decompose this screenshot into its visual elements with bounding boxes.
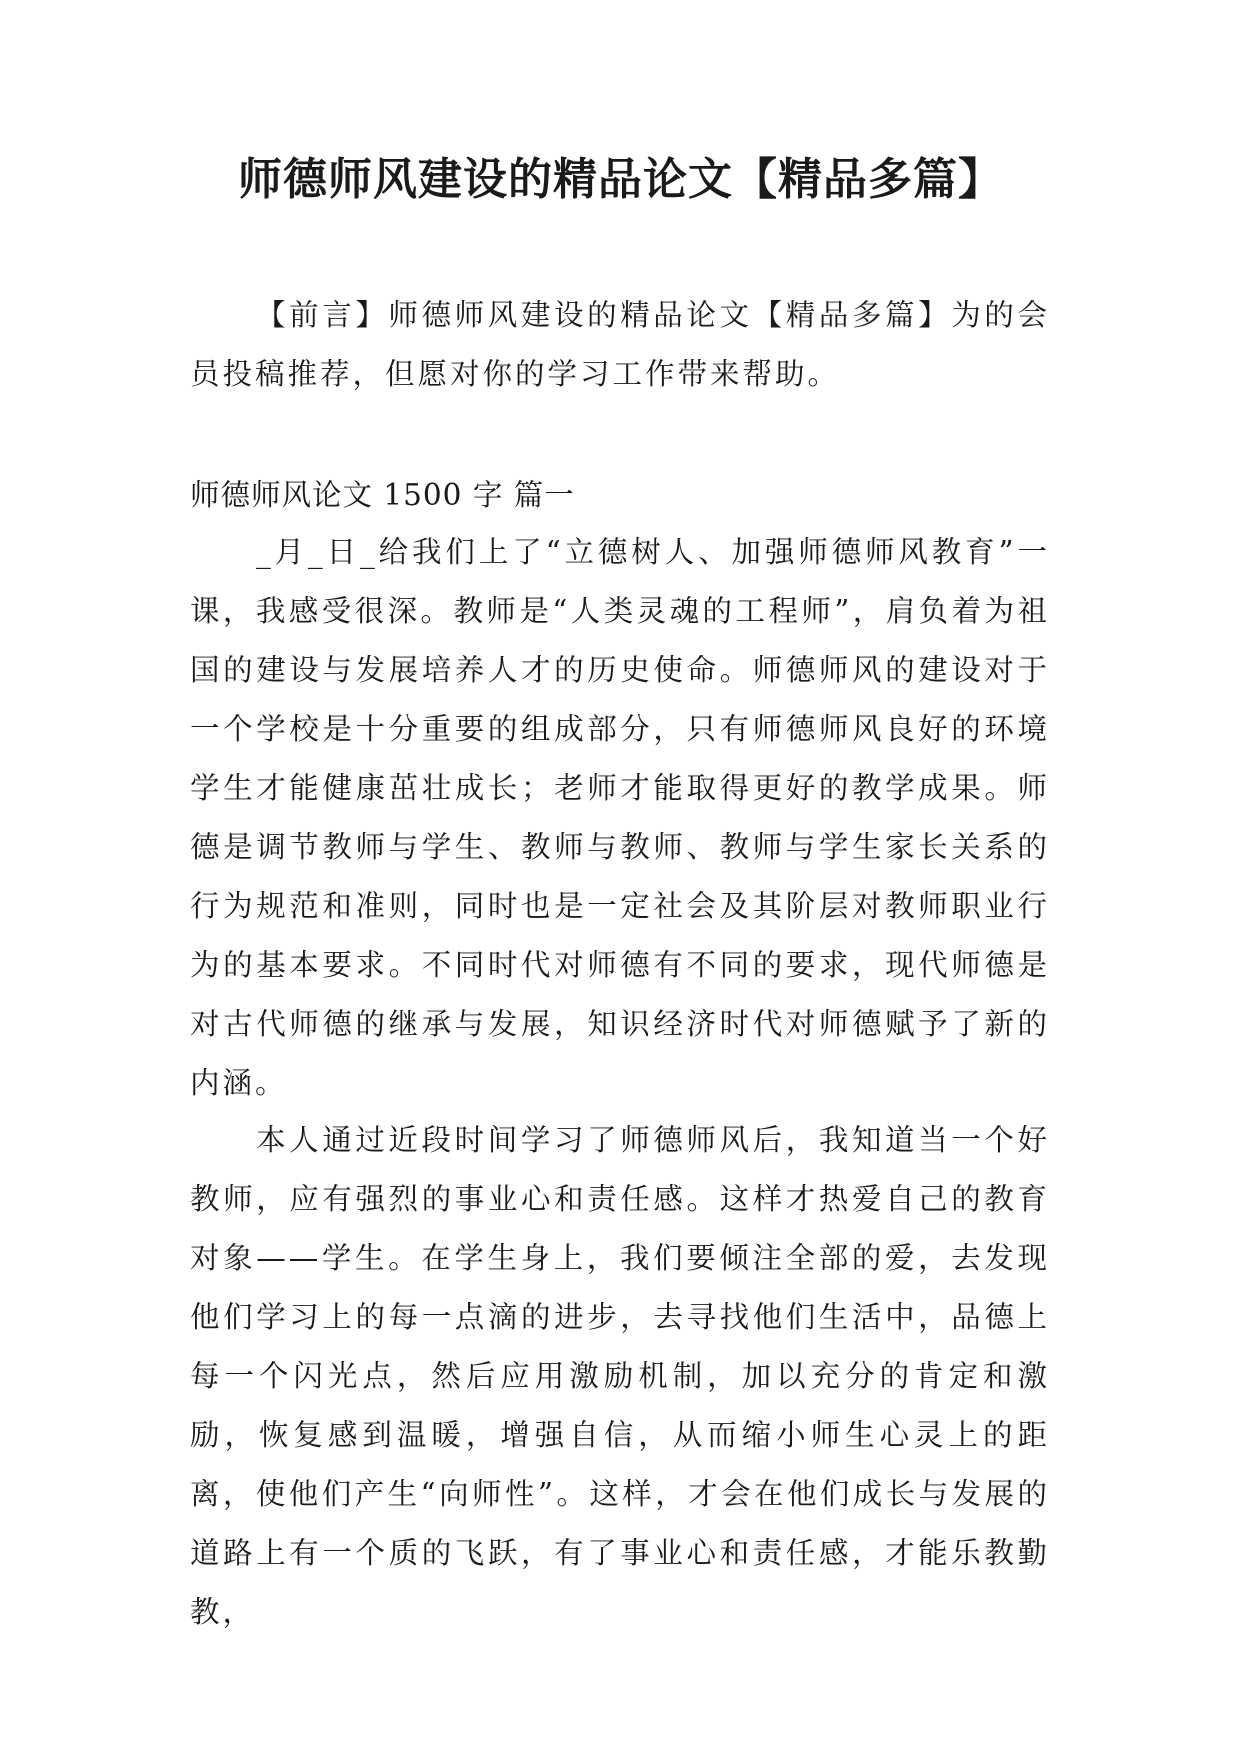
body-paragraph-1: _月_日_给我们上了“立德树人、加强师德师风教育”一课，我感受很深。教师是“人类灵魂的工程师”，肩负着为祖国的建设与发展培养人才的历史使命。师德师风的建设对于一个学校是十分重要的组成部分，只有师德师风良好的环境学生才能健康茁壮成长；老师才能取得更好的教学成果。师德是调节教师与学生、教师与教师、教师与学生家长关系的行为规范和准则，同时也是一定社会及其阶层对教师职业行为的基本要求。不同时代对师德有不同的要求，现代师德是对古代师德的继承与发展，知识经济时代对师德赋予了新的内涵。 bbox=[190, 535, 1050, 1100]
preface-paragraph: 【前言】师德师风建设的精品论文【精品多篇】为的会员投稿推荐，但愿对你的学习工作带来帮助。 bbox=[190, 298, 1050, 391]
document-title: 师德师风建设的精品论文【精品多篇】 bbox=[238, 154, 1003, 205]
body-paragraph-2: 本人通过近段时间学习了师德师风后，我知道当一个好教师，应有强烈的事业心和责任感。这样才热爱自己的教育对象——学生。在学生身上，我们要倾注全部的爱，去发现他们学习上的每一点滴的进步，去寻找他们生活中，品德上每一个闪光点，然后应用激励机制，加以充分的肯定和激励，恢复感到温暖，增强自信，从而缩小师生心灵上的距离，使他们产生“向师性”。这样，才会在他们成长与发展的道路上有一个质的飞跃，有了事业心和责任感，才能乐教勤教， bbox=[190, 1123, 1050, 1629]
section-heading: 师德师风论文 1500 字 篇一 bbox=[190, 478, 575, 512]
